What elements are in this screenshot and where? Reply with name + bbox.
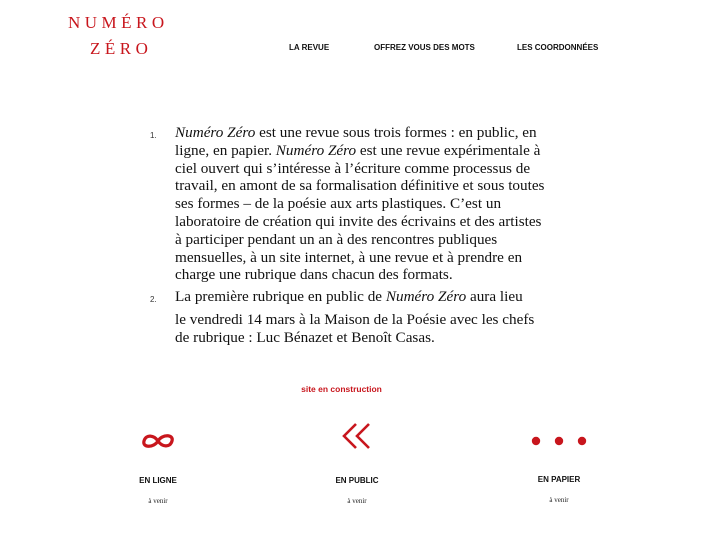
- format-status: à venir: [347, 497, 367, 505]
- construction-notice: site en construction: [301, 384, 382, 394]
- title-italic: Numéro Zéro: [175, 124, 256, 141]
- format-en-ligne[interactable]: [98, 426, 218, 505]
- paragraph-text: aura lieu: [466, 288, 523, 306]
- paragraph-text: La première rubrique en public de: [175, 288, 386, 306]
- list-item: [148, 124, 548, 284]
- intro-list: [148, 124, 548, 347]
- nav-offrez-vous-des-mots[interactable]: OFFREZ VOUS DES MOTS: [374, 43, 475, 52]
- nav-les-coordonnees[interactable]: LES COORDONNÉES: [517, 43, 599, 52]
- format-en-papier[interactable]: [499, 426, 619, 504]
- paragraph-text: le vendredi 14 mars à la Maison de la Poésie avec les chefs de rubrique : Luc Bénazet et Benoît Casas.: [175, 310, 535, 346]
- paragraph-text: est une revue expérimentale à ciel ouvert qui s’intéresse à l’écriture comme processus de travail, en amont de sa formalisation définitive et sous toutes ses formes – de la poésie aux arts plastiques. C’est un laboratoire de création qui invite des écrivains et des artistes à participer pendant un an à des rencontres publiques mensuelles, à un site internet, à une revue et à prendre en charge une rubrique dans chacun des formats.: [175, 141, 545, 284]
- format-status: à venir: [148, 497, 168, 505]
- logo-line-1: NUMÉRO: [68, 13, 169, 32]
- format-en-public[interactable]: [297, 421, 417, 505]
- format-label: EN PAPIER: [537, 475, 581, 484]
- format-status: à venir: [549, 496, 569, 504]
- format-label: EN LIGNE: [139, 476, 177, 485]
- logo-line-2: ZÉRO: [90, 39, 153, 58]
- title-italic: Numéro Zéro: [385, 288, 467, 306]
- list-item: [148, 288, 548, 346]
- list-number: 2.: [150, 295, 157, 305]
- double-chevron-left-icon[interactable]: [297, 421, 417, 451]
- nav-la-revue[interactable]: LA REVUE: [289, 43, 330, 52]
- list-number: 1.: [150, 131, 157, 140]
- infinity-icon[interactable]: [98, 426, 218, 456]
- paragraph-text: est une revue sous trois formes : en public, en ligne, en papier.: [175, 124, 537, 159]
- main-nav: [0, 43, 709, 57]
- main-content: [148, 124, 548, 347]
- format-label: EN PUBLIC: [335, 476, 379, 485]
- title-italic: Numéro Zéro: [275, 141, 357, 159]
- three-dots-icon[interactable]: [499, 426, 619, 456]
